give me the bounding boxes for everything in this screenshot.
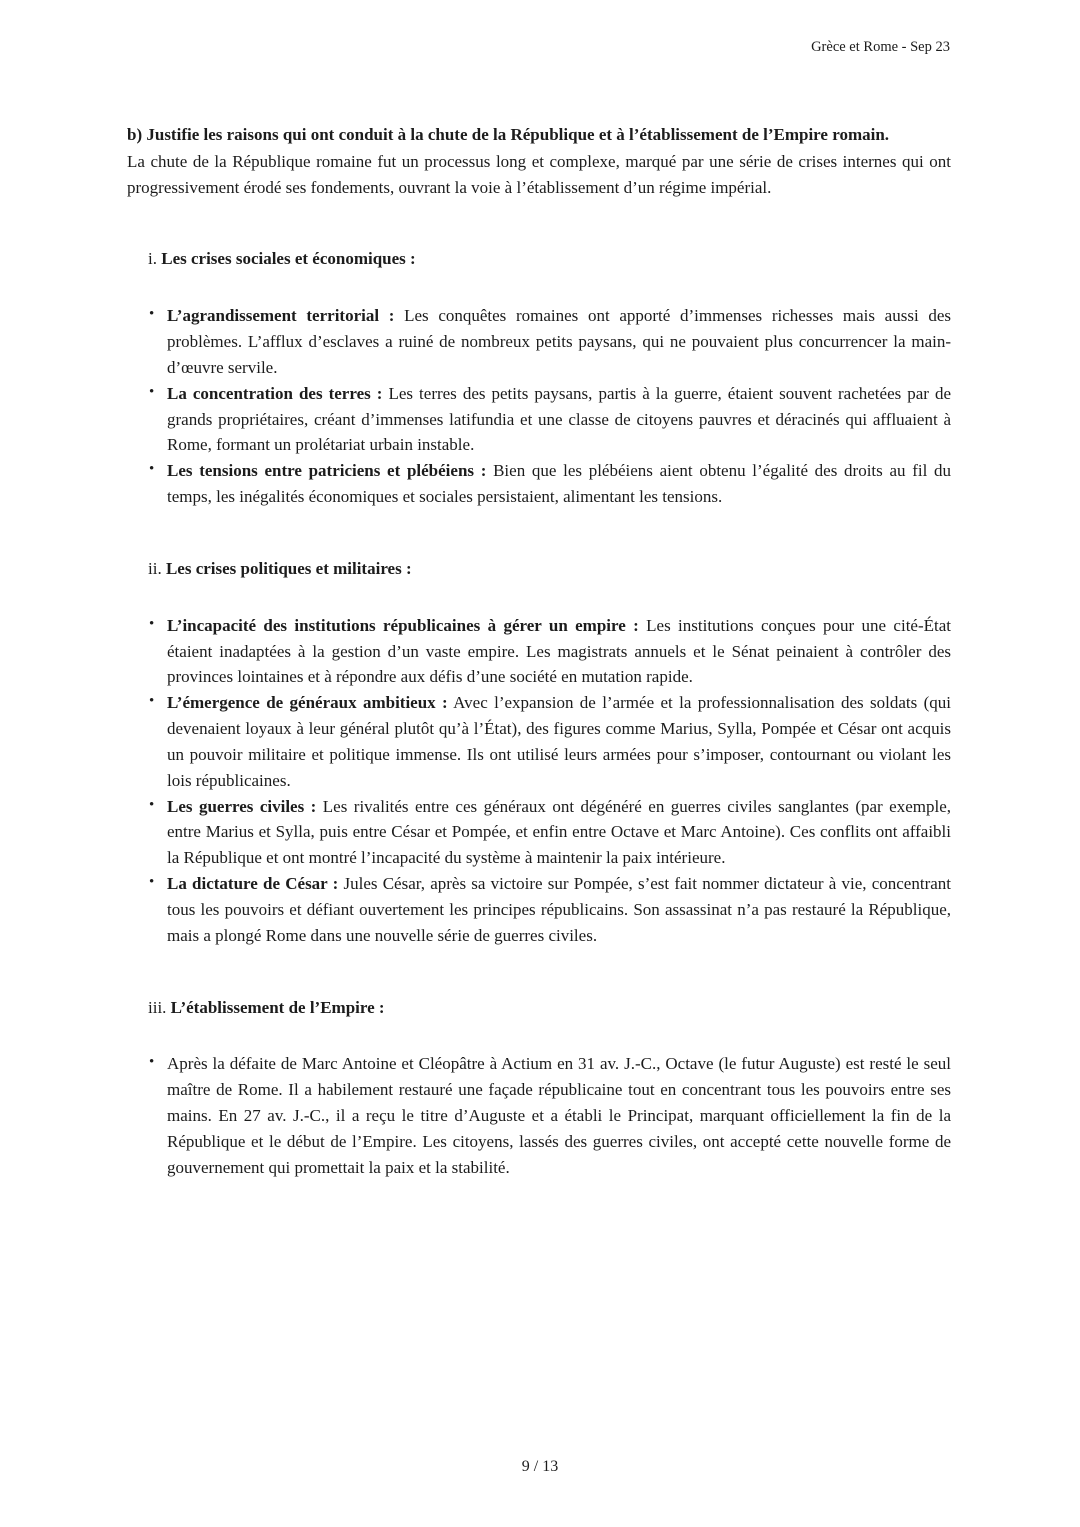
bullet-lead: La dictature de César : xyxy=(167,874,339,894)
bullet-list-3 xyxy=(148,1051,951,1180)
section-heading-1 xyxy=(148,246,951,272)
bullet-lead: La concentration des terres : xyxy=(167,383,383,403)
header-text: Grèce et Rome - Sep 23 xyxy=(811,39,950,55)
bullet-text: Après la défaite de Marc Antoine et Cléopâtre à Actium en 31 av. J.-C., Octave (le futur Auguste) est resté le seul maître de Rome. Il a habilement restauré une façade républicaine tout en concentrant tous les pouvoirs entre ses mains. En 27 av. J.-C., il a reçu le titre d’Auguste et a établi le Principat, marquant officiellement la fin de la République et le début de l’Empire. Les citoyens, lassés des guerres civiles, ont accepté cette nouvelle forme de gouvernement qui promettait la paix et la stabilité. xyxy=(167,1054,951,1177)
list-item xyxy=(148,613,951,690)
section-title: L’établissement de l’Empire : xyxy=(170,997,385,1017)
list-item xyxy=(148,690,951,793)
intro-paragraph: La chute de la République romaine fut un processus long et complexe, marqué par une série de crises internes qui ont progressivement érodé ses fondements, ouvrant la voie à l’établissement d’un régime impérial. xyxy=(127,151,951,197)
document-body xyxy=(127,122,951,1181)
bullet-text: Les institutions conçues pour une cité-État étaient inadaptées à la gestion d’un vaste empire. Les magistrats annuels et le Sénat peinaient à contrôler des provinces lointaines et à répondre aux défis d’une société en mutation rapide. xyxy=(167,615,952,687)
bullet-list-1 xyxy=(148,303,951,510)
bullet-list-2 xyxy=(148,613,951,949)
list-item xyxy=(148,458,951,510)
bullet-lead: L’incapacité des institutions républicaines à gérer un empire : xyxy=(167,615,639,635)
list-item xyxy=(148,871,951,948)
section-number: i. xyxy=(148,249,157,269)
bullet-lead: Les tensions entre patriciens et plébéiens : xyxy=(167,461,487,481)
bullet-text: Les conquêtes romaines ont apporté d’immenses richesses mais aussi des problèmes. L’afflux d’esclaves a ruiné de nombreux petits paysans, qui ne pouvaient plus concurrencer la main-d’œuvre servile. xyxy=(167,306,951,377)
bullet-lead: L’agrandissement territorial : xyxy=(167,306,395,326)
list-item xyxy=(148,794,951,871)
section-title: Les crises sociales et économiques : xyxy=(161,249,416,269)
bullet-lead: Les guerres civiles : xyxy=(167,796,317,816)
bullet-lead: L’émergence de généraux ambitieux : xyxy=(167,693,448,713)
bullet-text: Avec l’expansion de l’armée et la professionnalisation des soldats (qui devenaient loyaux à leur général plutôt qu’à l’État), des figures comme Marius, Sylla, Pompée et César ont acquis un pouvoir militaire et politique immense. Ils ont utilisé leurs armées pour s’imposer, contournant ou violant les lois républicaines. xyxy=(167,693,952,790)
list-item xyxy=(148,1051,951,1180)
section-title: Les crises politiques et militaires : xyxy=(165,558,412,578)
question-title: b) Justifie les raisons qui ont conduit à la chute de la République et à l’établissement de l’Empire romain. xyxy=(127,125,890,144)
section-heading-2 xyxy=(148,556,951,582)
list-item xyxy=(148,303,951,380)
section-number: iii. xyxy=(148,997,167,1017)
page-header xyxy=(811,36,950,58)
list-item xyxy=(148,381,951,458)
section-number: ii. xyxy=(148,558,162,578)
bullet-text: Bien que les plébéiens aient obtenu l’égalité des droits au fil du temps, les inégalités économiques et sociales persistaient, alimentant les tensions. xyxy=(167,461,952,507)
bullet-text: Les terres des petits paysans, partis à la guerre, étaient souvent rachetées par de grands propriétaires, créant d’immenses latifundia et une classe de citoyens pauvres et déracinés qui affluaient à Rome, formant un prolétariat urbain instable. xyxy=(167,383,952,455)
section-heading-3 xyxy=(148,995,951,1021)
bullet-text: Les rivalités entre ces généraux ont dégénéré en guerres civiles sanglantes (par exemple, entre Marius et Sylla, puis entre César et Pompée, et enfin entre Octave et Marc Antoine). Ces conflits ont affaibli la République et ont montré l’incapacité du système à maintenir la paix intérieure. xyxy=(167,796,952,868)
page-number: 9 / 13 xyxy=(521,1457,559,1475)
bullet-text: Jules César, après sa victoire sur Pompée, s’est fait nommer dictateur à vie, concentrant tous les pouvoirs et défiant ouvertement les principes républicains. Son assassinat n’a pas restauré la République, mais a plongé Rome dans une nouvelle série de guerres civiles. xyxy=(167,874,952,945)
